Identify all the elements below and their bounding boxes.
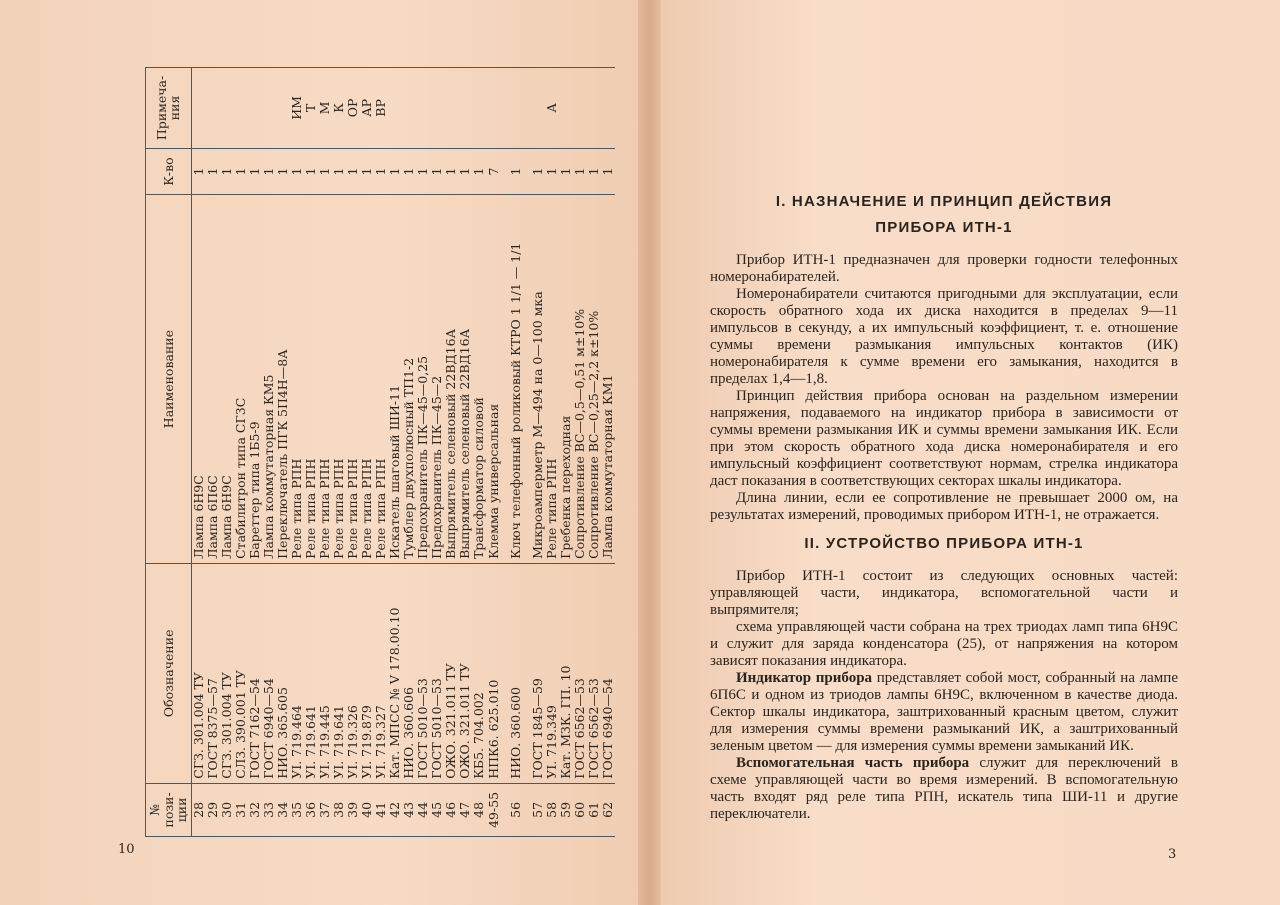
note-cell (458, 68, 472, 149)
designation-cell: ГОСТ 6940—54 (601, 563, 615, 783)
header-position: № пози-ции (146, 783, 192, 836)
table-row (318, 68, 332, 837)
note-cell: М (318, 68, 332, 149)
name-cell: Реле типа РПН (374, 195, 388, 564)
designation-cell: ГОСТ 6562—53 (587, 563, 601, 783)
name-cell: Тумблер двухполюсный ТП1-2 (402, 195, 416, 564)
table-row (573, 68, 587, 837)
designation-cell: НИО. 360.606 (402, 563, 416, 783)
table-row (388, 68, 402, 837)
position-cell: 38 (332, 783, 346, 836)
note-cell (388, 68, 402, 149)
name-cell: Лампа коммутаторная КМ5 (262, 195, 276, 564)
designation-cell: УI. 719.641 (304, 563, 318, 783)
table-row (531, 68, 545, 837)
spec-table (145, 67, 615, 837)
designation-cell: СЛЗ. 390.001 ТУ (234, 563, 248, 783)
page-number-left: 10 (118, 842, 135, 857)
designation-cell: НИО. 360.600 (509, 563, 523, 783)
position-cell: 36 (304, 783, 318, 836)
name-cell: Реле типа РПН (318, 195, 332, 564)
designation-cell: УI. 719.641 (332, 563, 346, 783)
quantity-cell: 1 (430, 148, 444, 194)
name-cell: Реле типа РПН (332, 195, 346, 564)
table-row (248, 68, 262, 837)
note-cell (220, 68, 234, 149)
name-cell: Выпрямитель селеновый 22ВД16А (458, 195, 472, 564)
name-cell: Реле типа РПН (545, 195, 559, 564)
name-cell: Лампа 6Н9С (220, 195, 234, 564)
name-cell: Сопротивление ВС—0,25—2,2 к±10% (587, 195, 601, 564)
section1-paragraph-2: Номеронабиратели считаются пригодными для эксплуатации, если скорость обратного хода их диска находится в пределах 9—11 импульсов в секунду, а их импульсный коэффициент, т. е. отношение суммы времени размыкания импульсных контактов (ИК) номеронабирателя к сумме времени его замыкания, находится в пределах 1,4—1,8. (710, 286, 1178, 387)
page-number-right: 3 (1168, 847, 1177, 862)
table-row (360, 68, 374, 837)
designation-cell: УI. 719.879 (360, 563, 374, 783)
designation-cell: УI. 719.464 (290, 563, 304, 783)
table-row (487, 68, 501, 837)
position-cell: 41 (374, 783, 388, 836)
name-cell: Лампа коммутаторная КМ1 (601, 195, 615, 564)
table-header-row (146, 68, 192, 837)
table-row (206, 68, 220, 837)
table-row (472, 68, 486, 837)
position-cell: 30 (220, 783, 234, 836)
quantity-cell: 1 (573, 148, 587, 194)
position-cell: 29 (206, 783, 220, 836)
table-row (191, 68, 206, 837)
name-cell: Гребенка переходная (559, 195, 573, 564)
designation-cell: КБ5. 704.002 (472, 563, 486, 783)
designation-cell: НПК6. 625.010 (487, 563, 501, 783)
designation-cell: Кат. МПСС № V 178.00.10 (388, 563, 402, 783)
designation-cell: Кат. МЗК. ГП. 10 (559, 563, 573, 783)
position-cell: 35 (290, 783, 304, 836)
designation-cell: ГОСТ 5010—53 (416, 563, 430, 783)
position-cell: 57 (531, 783, 545, 836)
table-body (191, 68, 615, 837)
quantity-cell: 1 (402, 148, 416, 194)
quantity-cell: 1 (234, 148, 248, 194)
note-cell (416, 68, 430, 149)
designation-cell: УI. 719.445 (318, 563, 332, 783)
table-row (220, 68, 234, 837)
table-row (346, 68, 360, 837)
quantity-cell: 1 (220, 148, 234, 194)
quantity-cell: 1 (458, 148, 472, 194)
position-cell: 46 (444, 783, 458, 836)
name-cell: Микроамперметр М—494 на 0—100 мка (531, 195, 545, 564)
designation-cell: ОЖО. 321.011 ТУ (444, 563, 458, 783)
table-row (601, 68, 615, 837)
note-cell (191, 68, 206, 149)
note-cell (559, 68, 573, 149)
name-cell: Переключатель ПГК 5П4Н—8А (276, 195, 290, 564)
quantity-cell: 1 (262, 148, 276, 194)
position-cell: 59 (559, 783, 573, 836)
position-cell: 44 (416, 783, 430, 836)
note-cell (206, 68, 220, 149)
position-cell: 60 (573, 783, 587, 836)
section1-paragraph-3: Принцип действия прибора основан на раздельном измерении напряжения, подаваемого на индикатор прибора в зависимости от суммы времени размыкания ИК и суммы времени замыкания ИК. Если при этом скорость обратного хода диска номеронабирателя и его импульсный коэффициент соответствуют нормам, стрелка индикатора даст показания в соответствующих секторах шкалы индикатора. (710, 388, 1178, 489)
note-cell (587, 68, 601, 149)
quantity-cell: 1 (374, 148, 388, 194)
name-cell: Реле типа РПН (304, 195, 318, 564)
quantity-cell: 1 (318, 148, 332, 194)
designation-cell: СГЗ. 301.004 ТУ (191, 563, 206, 783)
name-cell: Реле типа РПН (290, 195, 304, 564)
note-cell (234, 68, 248, 149)
quantity-cell: 1 (509, 148, 523, 194)
table-row (444, 68, 458, 837)
table-row (262, 68, 276, 837)
designation-cell: ГОСТ 7162—54 (248, 563, 262, 783)
position-cell: 62 (601, 783, 615, 836)
designation-cell: ГОСТ 8375—57 (206, 563, 220, 783)
quantity-cell: 1 (587, 148, 601, 194)
table-row (545, 68, 559, 837)
designation-cell: УI. 719.327 (374, 563, 388, 783)
name-cell: Реле типа РПН (360, 195, 374, 564)
note-cell: А (545, 68, 559, 149)
position-cell: 45 (430, 783, 444, 836)
name-cell: Лампа 6Н9С (191, 195, 206, 564)
indicator-term: Индикатор прибора (736, 670, 873, 686)
note-cell: Т (304, 68, 318, 149)
designation-cell: ГОСТ 6562—53 (573, 563, 587, 783)
designation-cell: СГЗ. 301.004 ТУ (220, 563, 234, 783)
table-row (234, 68, 248, 837)
position-cell: 28 (191, 783, 206, 836)
table-row (587, 68, 601, 837)
quantity-cell: 1 (332, 148, 346, 194)
table-row (458, 68, 472, 837)
table-row (416, 68, 430, 837)
note-cell (262, 68, 276, 149)
table-row (276, 68, 290, 837)
position-cell: 56 (509, 783, 523, 836)
name-cell: Искатель шаговый ШИ-11 (388, 195, 402, 564)
note-cell: ОР (346, 68, 360, 149)
name-cell: Выпрямитель селеновый 22ВД16А (444, 195, 458, 564)
note-cell (402, 68, 416, 149)
header-quantity: К-во (146, 148, 192, 194)
designation-cell: ГОСТ 1845—59 (531, 563, 545, 783)
position-cell: 43 (402, 783, 416, 836)
quantity-cell: 1 (248, 148, 262, 194)
note-cell (276, 68, 290, 149)
quantity-cell: 1 (559, 148, 573, 194)
position-cell: 39 (346, 783, 360, 836)
position-cell: 48 (472, 783, 486, 836)
position-cell: 61 (587, 783, 601, 836)
section1-title-line2: ПРИБОРА ИТН-1 (875, 219, 1013, 236)
table-row (402, 68, 416, 837)
section1-paragraph-1: Прибор ИТН-1 предназначен для проверки годности телефонных номеронабирателей. (710, 252, 1178, 285)
note-cell: К (332, 68, 346, 149)
name-cell: Клемма универсальная (487, 195, 501, 564)
name-cell: Лампа 6П6С (206, 195, 220, 564)
header-note: Примеча-ния (146, 68, 192, 149)
designation-cell: УI. 719.349 (545, 563, 559, 783)
position-cell: 32 (248, 783, 262, 836)
position-cell: 37 (318, 783, 332, 836)
position-cell: 47 (458, 783, 472, 836)
article (710, 192, 1178, 823)
header-designation: Обозначение (146, 563, 192, 783)
quantity-cell: 1 (531, 148, 545, 194)
quantity-cell: 1 (601, 148, 615, 194)
note-cell (248, 68, 262, 149)
note-cell: АР (360, 68, 374, 149)
note-cell (430, 68, 444, 149)
designation-cell: ГОСТ 6940—54 (262, 563, 276, 783)
quantity-cell: 1 (191, 148, 206, 194)
table-row (509, 68, 523, 837)
position-cell: 58 (545, 783, 559, 836)
designation-cell: УI. 719.326 (346, 563, 360, 783)
quantity-cell: 1 (416, 148, 430, 194)
designation-cell: ГОСТ 5010—53 (430, 563, 444, 783)
note-cell (509, 68, 523, 149)
quantity-cell: 1 (346, 148, 360, 194)
name-cell: Предохранитель ПК—45—0,25 (416, 195, 430, 564)
name-cell: Трансформатор силовой (472, 195, 486, 564)
quantity-cell: 1 (206, 148, 220, 194)
position-cell: 42 (388, 783, 402, 836)
table-row (559, 68, 573, 837)
note-cell (487, 68, 501, 149)
indicator-description: представляет собой мост, собранный на лампе 6П6С и одном из триодов лампы 6Н9С, включенном в качестве диода. Сектор шкалы индикатора, заштрихованный красным цветом, служит для измерения суммы времени размыканий ИК, а заштрихованный зеленым цветом — для измерения суммы времени замыканий ИК. (710, 670, 1178, 754)
section2-paragraph-4 (710, 755, 1178, 823)
note-cell: ИМ (290, 68, 304, 149)
name-cell: Предохранитель ПК—45—2 (430, 195, 444, 564)
auxiliary-term: Вспомогательная часть прибора (736, 755, 970, 771)
note-cell (573, 68, 587, 149)
name-cell: Стабилитрон типа СГ3С (234, 195, 248, 564)
position-cell: 33 (262, 783, 276, 836)
quantity-cell: 1 (388, 148, 402, 194)
note-cell (472, 68, 486, 149)
note-cell (601, 68, 615, 149)
header-name: Наименование (146, 195, 192, 564)
section2-paragraph-3 (710, 670, 1178, 755)
designation-cell: ОЖО. 321.011 ТУ (458, 563, 472, 783)
quantity-cell: 1 (444, 148, 458, 194)
name-cell: Реле типа РПН (346, 195, 360, 564)
section1-title-line1: I. НАЗНАЧЕНИЕ И ПРИНЦИП ДЕЙСТВИЯ (775, 193, 1113, 210)
table-row (332, 68, 346, 837)
quantity-cell: 1 (360, 148, 374, 194)
name-cell: Бареттер типа 1Б5-9 (248, 195, 262, 564)
quantity-cell: 1 (290, 148, 304, 194)
note-cell (531, 68, 545, 149)
quantity-cell: 1 (304, 148, 318, 194)
position-cell: 31 (234, 783, 248, 836)
spec-table-container (145, 67, 615, 837)
name-cell: Сопротивление ВС—0,5—0,51 м±10% (573, 195, 587, 564)
quantity-cell: 1 (276, 148, 290, 194)
section1-paragraph-4: Длина линии, если ее сопротивление не превышает 2000 ом, на результатах измерений, проводимых прибором ИТН-1, не отражается. (710, 490, 1178, 523)
note-cell (444, 68, 458, 149)
quantity-cell: 1 (472, 148, 486, 194)
table-row (290, 68, 304, 837)
note-cell: ВР (374, 68, 388, 149)
quantity-cell: 1 (545, 148, 559, 194)
position-cell: 49-55 (487, 783, 501, 836)
name-cell: Ключ телефонный роликовый КТРО 1 1/1 — 1/1 (509, 195, 523, 564)
section2-paragraph-2: схема управляющей части собрана на трех триодах ламп типа 6Н9С и служит для заряда конденсатора (25), от напряжения на котором зависят показания индикатора. (710, 619, 1178, 669)
position-cell: 40 (360, 783, 374, 836)
section2-title: II. УСТРОЙСТВО ПРИБОРА ИТН-1 (804, 535, 1084, 552)
book-gutter (638, 0, 663, 905)
table-row (304, 68, 318, 837)
position-cell: 34 (276, 783, 290, 836)
quantity-cell: 7 (487, 148, 501, 194)
section2-paragraph-1: Прибор ИТН-1 состоит из следующих основных частей: управляющей части, индикатора, вспомогательной части и выпрямителя; (710, 568, 1178, 618)
table-row (374, 68, 388, 837)
auxiliary-description: служит для переключений в схеме управляющей части во время измерений. В вспомогательную часть входят ряд реле типа РПН, искатель типа ШИ-11 и другие переключатели. (710, 755, 1178, 822)
table-row (430, 68, 444, 837)
designation-cell: НИО. 365.605 (276, 563, 290, 783)
